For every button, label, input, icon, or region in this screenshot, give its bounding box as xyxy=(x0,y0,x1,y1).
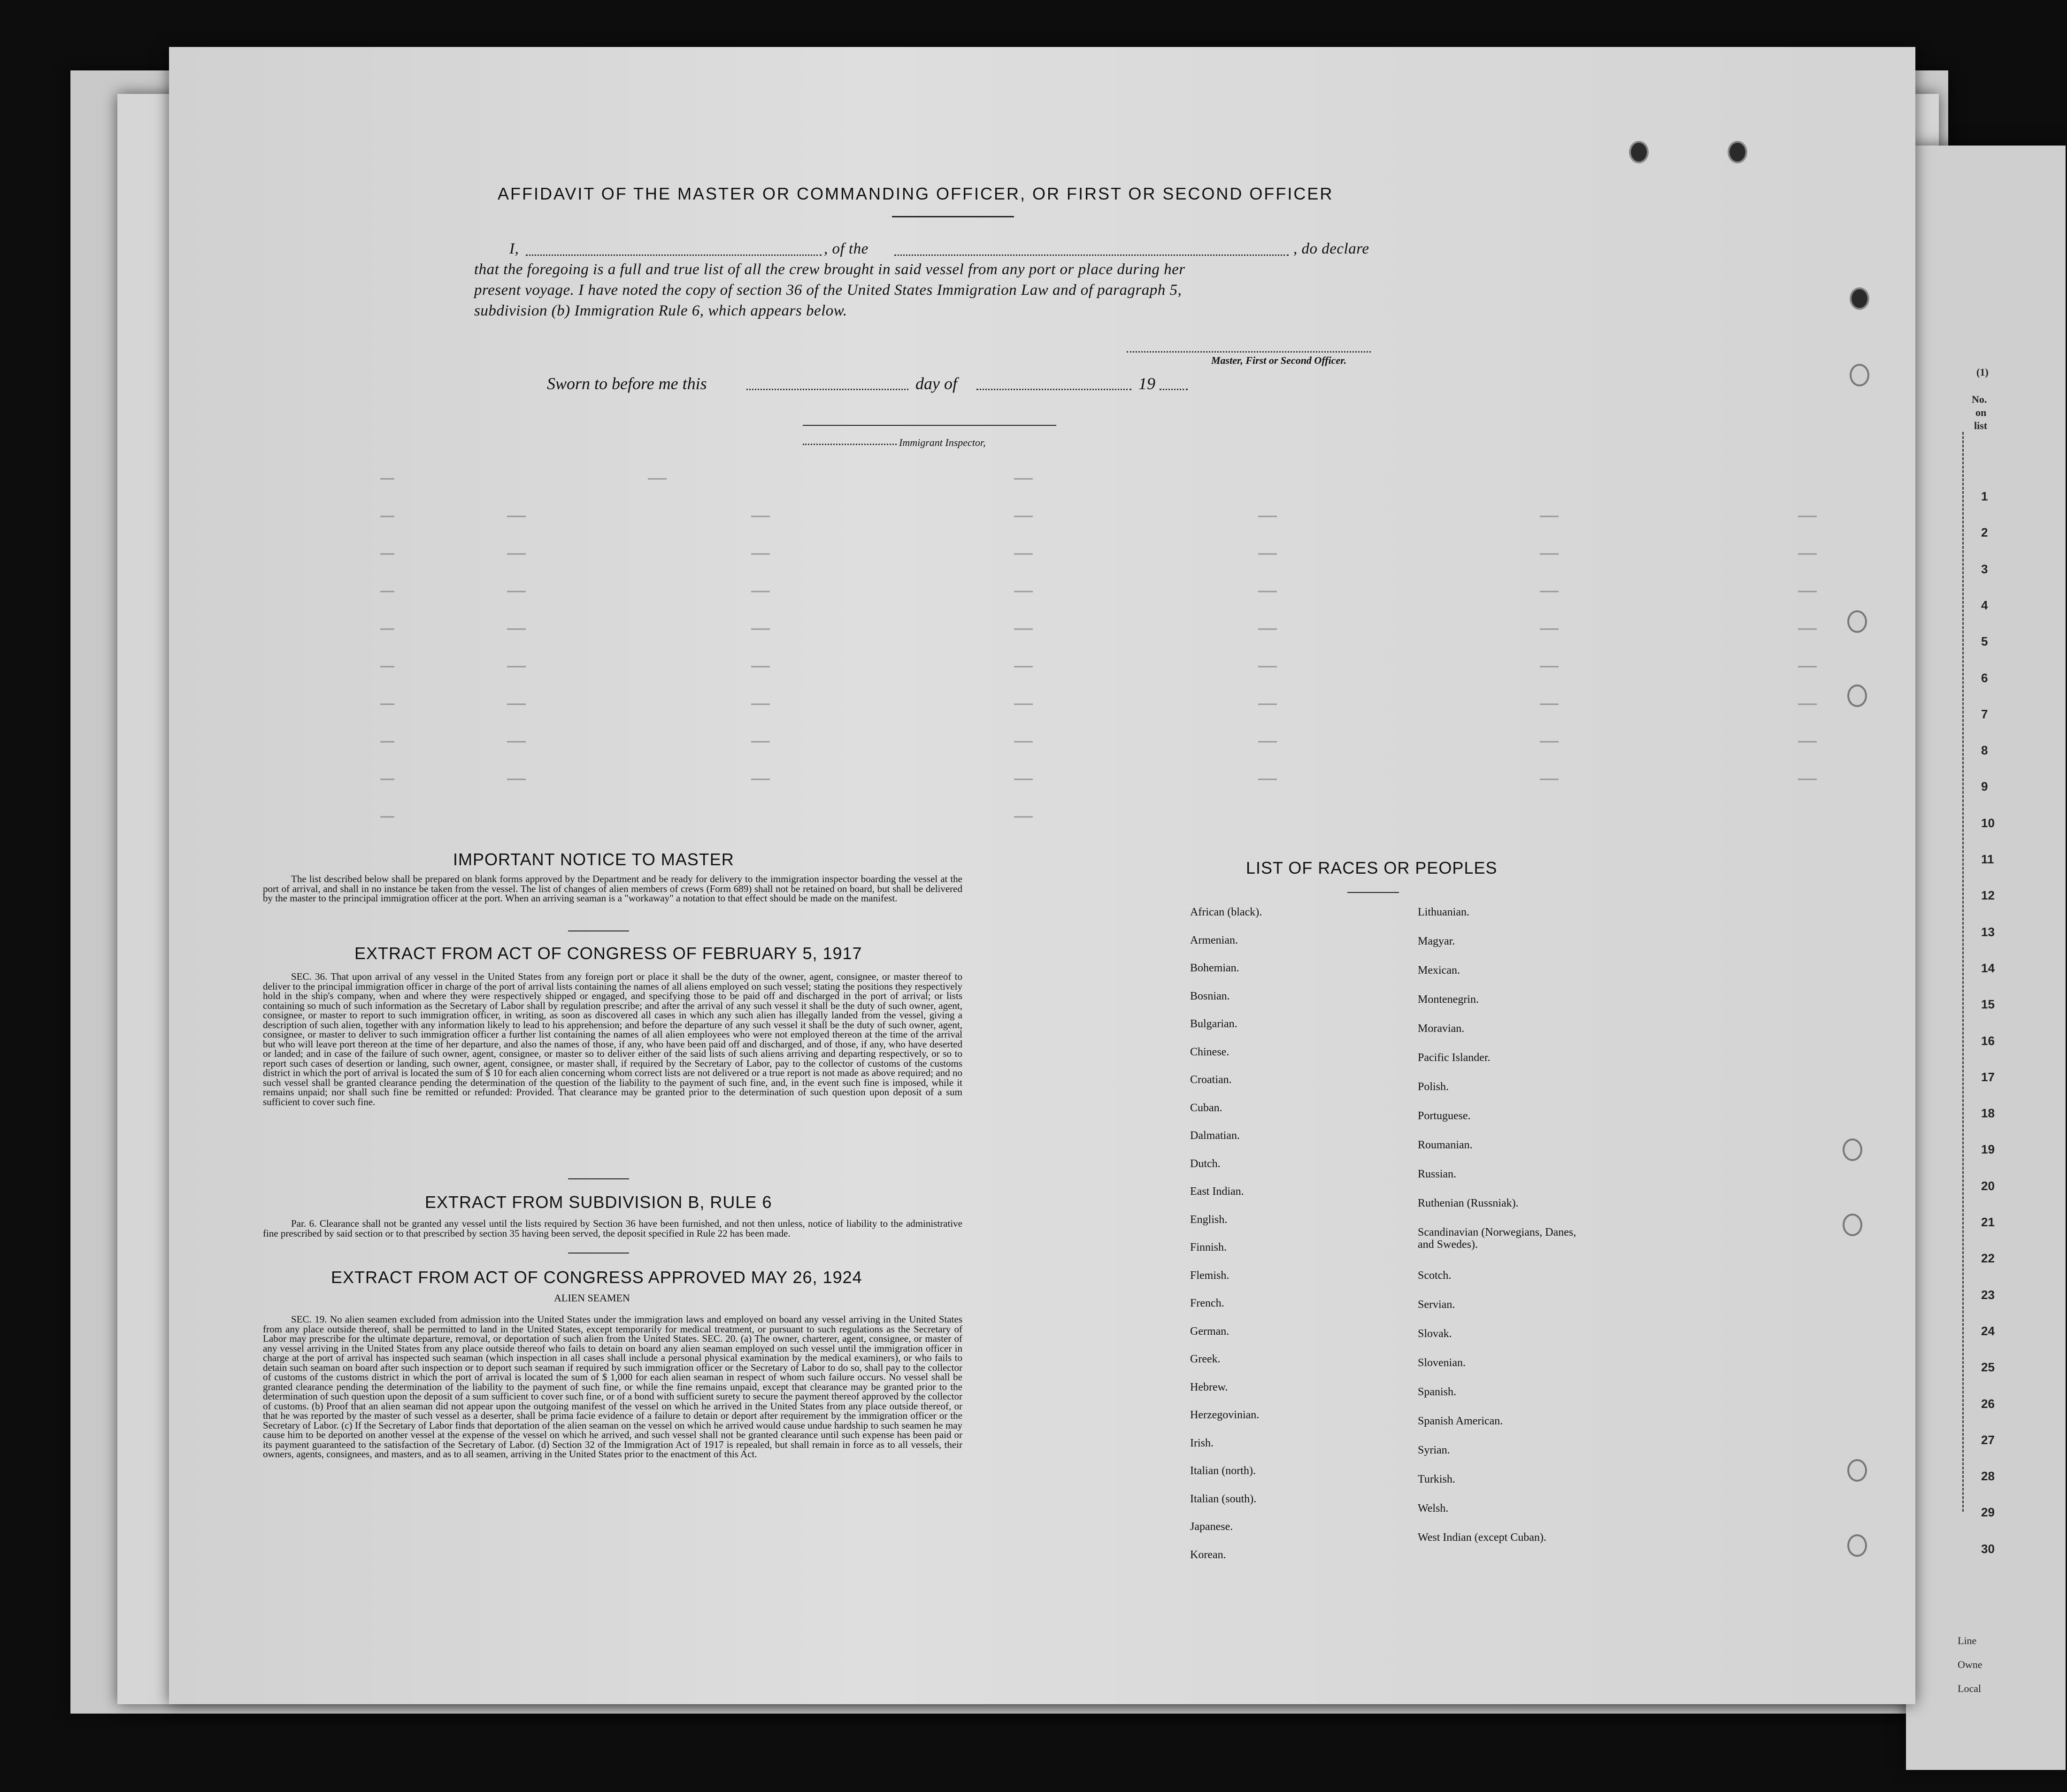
line-number: 14 xyxy=(1981,961,1995,975)
races-rule xyxy=(1347,892,1399,893)
punch-hole xyxy=(1847,1534,1867,1557)
race-item: Slovak. xyxy=(1418,1328,1452,1340)
rule6-text xyxy=(263,1219,962,1238)
strip-header: No. xyxy=(1972,393,1987,405)
affidavit-line: present voyage. I have noted the copy of section 36 of the United States Immigration Law and of paragraph 5, xyxy=(474,282,1182,299)
race-item: Pacific Islander. xyxy=(1418,1052,1491,1064)
notice-text xyxy=(263,874,962,903)
line-number: 19 xyxy=(1981,1142,1995,1157)
strip-header: list xyxy=(1974,420,1988,431)
race-item: English. xyxy=(1190,1213,1228,1226)
race-item: Italian (north). xyxy=(1190,1465,1256,1477)
bleed-through-grid xyxy=(366,465,2009,840)
line-number: 18 xyxy=(1981,1106,1995,1121)
line-number: 1 xyxy=(1981,489,1988,503)
strip-header: on xyxy=(1975,407,1987,418)
race-item: Chinese. xyxy=(1190,1046,1229,1058)
line-number: 8 xyxy=(1981,743,1988,758)
race-item: Hebrew. xyxy=(1190,1381,1228,1393)
line-number: 21 xyxy=(1981,1215,1995,1229)
race-item: Roumanian. xyxy=(1418,1139,1473,1151)
race-item: Lithuanian. xyxy=(1418,906,1469,918)
line-number: 15 xyxy=(1981,997,1995,1012)
race-item: Italian (south). xyxy=(1190,1492,1257,1505)
sworn-text: Sworn to before me this xyxy=(547,374,707,393)
race-item: Spanish. xyxy=(1418,1386,1457,1398)
inspector-caption: Immigrant Inspector, xyxy=(899,437,986,448)
extract-1924-title: EXTRACT FROM ACT OF CONGRESS APPROVED MAY 26, 1924 xyxy=(331,1268,862,1287)
race-item: Scotch. xyxy=(1418,1269,1452,1282)
notice-paragraph: The list described below shall be prepared on blank forms approved by the Department and be ready for delivery to the immigration inspector boarding the vessel at the port of arrival, and shall in no instance be taken from the vessel. The list of changes of alien members of crews (Form 689) shall not be retained on board, but shall be delivered by the master to the principal immigration officer at the port. When an arriving seaman is a "workaway" a notation to that effect should be made on the manifest. xyxy=(263,873,962,904)
inspector-rule xyxy=(803,425,1056,426)
line-number: 13 xyxy=(1981,924,1995,939)
sworn-year-field[interactable] xyxy=(1160,389,1188,390)
race-item: West Indian (except Cuban). xyxy=(1418,1531,1546,1544)
extract-1917-text xyxy=(263,972,962,1107)
line-number: 11 xyxy=(1981,852,1994,866)
affidavit-of-the: , of the xyxy=(824,240,868,257)
sworn-year-prefix: 19 xyxy=(1138,374,1155,393)
title-rule xyxy=(892,216,1014,217)
line-number: 16 xyxy=(1981,1033,1995,1048)
line-number: 7 xyxy=(1981,707,1988,721)
line-number: 29 xyxy=(1981,1505,1995,1520)
race-item: Flemish. xyxy=(1190,1269,1229,1282)
line-number: 26 xyxy=(1981,1396,1995,1411)
extract-1917-paragraph: SEC. 36. That upon arrival of any vessel in the United States from any foreign port or place it shall be the duty of the owner, agent, consignee, or master thereof to deliver to the principal immigration officer in charge of the port of arrival lists containing the names of all aliens employed on such vessel; stating the positions they respectively hold in the ship's company, when and where they were respectively shipped or engaged, and specifying those to be paid off and discharged in the port of arrival; or lists containing so much of such information as the Secretary of Labor shall by regulation prescribe; and after the arrival of any such vessel it shall be the duty of such owner, agent, consignee, or master to report to such immigration officer, in writing, as soon as discovered all cases in which any such alien has illegally landed from the vessel, giving a description of such alien, together with any information likely to lead to his apprehension; and before the departure of any such vessel it shall be the duty of such owner, agent, consignee, or master to deliver to such immigration officer a further list containing the names of all alien employees who were not employed thereon at the time of the arrival but who will leave port thereon at the time of her departure, and also the names of those, if any, who have been paid off and discharged, and of those, if any, who have deserted or landed; and in case of the failure of such owner, agent, consignee, or master so to deliver either of the said lists of such aliens arriving and departing respectively, or so to report such cases of desertion or landing, such owner, agent, consignee, or master shall, if required by the Secretary of Labor, pay to the collector of customs of the customs district in which the port of arrival is located the sum of $ 10 for each alien concerning whom correct lists are not delivered or a true report is not made as above required; and no such vessel shall be granted clearance pending the determination of the question of the liability to the payment of such fine, and, in the event such fine is imposed, while it remains unpaid; nor shall such fine be remitted or refunded: Provided. That clearance may be granted prior to the determination of such question upon deposit of a sum sufficient to cover such fine. xyxy=(263,971,962,1108)
race-item: East Indian. xyxy=(1190,1185,1244,1198)
line-number: 24 xyxy=(1981,1323,1995,1338)
master-caption: Master, First or Second Officer. xyxy=(1211,354,1347,366)
sworn-day-field[interactable] xyxy=(746,389,908,390)
line-number: 3 xyxy=(1981,561,1988,576)
races-title: LIST OF RACES OR PEOPLES xyxy=(1246,858,1498,877)
race-item: Korean. xyxy=(1190,1548,1226,1561)
rule6-paragraph: Par. 6. Clearance shall not be granted any vessel until the lists required by Section 36 have been furnished, and not then unless, notice of liability to the administrative fine prescribed by said section or to that prescribed by section 35 having been served, the deposit specified in Rule 22 has been made. xyxy=(263,1218,962,1239)
affidavit-line: that the foregoing is a full and true list of all the crew brought in said vessel from any port or place during her xyxy=(474,261,1185,278)
affidavit-line: subdivision (b) Immigration Rule 6, which appears below. xyxy=(474,302,847,319)
rule6-title: EXTRACT FROM SUBDIVISION B, RULE 6 xyxy=(425,1192,772,1212)
race-item: Irish. xyxy=(1190,1437,1214,1449)
race-item: Spanish American. xyxy=(1418,1415,1503,1427)
affidavit-declare: , do declare xyxy=(1293,240,1369,257)
race-item: Finnish. xyxy=(1190,1241,1227,1254)
race-item: Herzegovinian. xyxy=(1190,1409,1260,1421)
vessel-name-field[interactable] xyxy=(894,254,1289,256)
line-number: 27 xyxy=(1981,1432,1995,1447)
line-number: 6 xyxy=(1981,670,1988,685)
race-item: Montenegrin. xyxy=(1418,993,1479,1006)
race-item: Polish. xyxy=(1418,1081,1449,1093)
line-number: 17 xyxy=(1981,1069,1995,1084)
race-item: Servian. xyxy=(1418,1299,1455,1311)
line-number: 5 xyxy=(1981,634,1988,649)
race-item: Bosnian. xyxy=(1190,990,1230,1002)
punch-hole xyxy=(1629,141,1649,163)
race-item: Mexican. xyxy=(1418,964,1460,977)
race-item: Russian. xyxy=(1418,1168,1457,1180)
race-item: Turkish. xyxy=(1418,1473,1455,1485)
extract-1924-subtitle: ALIEN SEAMEN xyxy=(554,1292,630,1304)
race-item: Bulgarian. xyxy=(1190,1018,1237,1030)
strip-footer: Line xyxy=(1958,1635,1977,1646)
race-item: Syrian. xyxy=(1418,1444,1450,1456)
race-item: French. xyxy=(1190,1297,1224,1309)
line-number: 25 xyxy=(1981,1360,1995,1375)
section-rule xyxy=(568,1253,629,1254)
declarant-name-field[interactable] xyxy=(526,254,822,256)
race-item: Welsh. xyxy=(1418,1502,1449,1515)
race-item: Dutch. xyxy=(1190,1157,1221,1170)
race-item: Slovenian. xyxy=(1418,1357,1466,1369)
race-item: African (black). xyxy=(1190,906,1262,918)
extract-1924-paragraph: SEC. 19. No alien seamen excluded from admission into the United States under the immigration laws and employed on board any vessel arriving in the United States from any place outside thereof, shall be permitted to land in the United States, except temporarily for medical treatment, or pursuant to such regulations as the Secretary of Labor may prescribe for the ultimate departure, removal, or deportation of such alien from the United States. SEC. 20. (a) The owner, charterer, agent, consignee, or master of any vessel arriving in the United States from any place outside thereof who fails to detain on board any alien seaman employed on such vessel until the immigration officer in charge at the port of arrival has inspected such seaman (which inspection in all cases shall include a personal physical examination by the medical examiners), or who fails to detain such seaman on board after such inspection or to deport such seaman if required by such immigration officer or the Secretary of Labor to do so, shall pay to the collector of customs of the customs district in which the port of arrival is located the sum of $ 1,000 for each alien seaman in respect of whom such failure occurs. No vessel shall be granted clearance pending the determination of the liability to the payment of such fine, or while the fine remains unpaid, except that clearance may be granted prior to the determination of such question upon the deposit of a sum sufficient to cover such fine, or of a bond with sufficient surety to secure the payment thereof approved by the collector of customs. (b) Proof that an alien seaman did not appear upon the outgoing manifest of the vessel on which he arrived in the United States from any place outside thereof, or that he was reported by the master of such vessel as a deserter, shall be prima facie evidence of a failure to detain or deport after requirement by the immigration officer or the Secretary of Labor. (c) If the Secretary of Labor finds that deportation of the alien seaman on the vessel on which he arrived would cause undue hardship to such seamen he may cause him to be deported on another vessel at the expense of the vessel on which he arrived, and such vessel shall not be granted clearance until such expense has been paid or its payment guaranteed to the satisfaction of the Secretary of Labor. (d) Section 32 of the Immigration Act of 1917 is repealed, but shall remain in force as to all vessels, their owners, agents, consignees, and masters, and as to all seamen, arriving in the United States prior to the enactment of this Act. xyxy=(263,1314,962,1460)
race-item: Dalmatian. xyxy=(1190,1130,1240,1142)
line-number: 22 xyxy=(1981,1251,1995,1266)
strip-header: (1) xyxy=(1976,366,1989,378)
race-item: Armenian. xyxy=(1190,934,1238,946)
race-item: Moravian. xyxy=(1418,1023,1465,1035)
notice-title: IMPORTANT NOTICE TO MASTER xyxy=(453,850,734,869)
race-item: Ruthenian (Russniak). xyxy=(1418,1197,1519,1209)
line-number: 12 xyxy=(1981,888,1995,903)
affidavit-title: AFFIDAVIT OF THE MASTER OR COMMANDING OFFICER, OR FIRST OR SECOND OFFICER xyxy=(498,184,1334,203)
race-item: Bohemian. xyxy=(1190,962,1239,974)
line-number: 4 xyxy=(1981,598,1988,612)
line-number: 30 xyxy=(1981,1541,1995,1556)
line-number: 23 xyxy=(1981,1287,1995,1302)
punch-hole xyxy=(1843,1214,1862,1236)
race-item: Magyar. xyxy=(1418,935,1455,947)
sworn-day-of: day of xyxy=(915,374,957,393)
race-item: Greek. xyxy=(1190,1353,1221,1365)
bleed-through-dashes xyxy=(366,465,2009,840)
race-item: Portuguese. xyxy=(1418,1110,1471,1122)
strip-footer: Owne xyxy=(1958,1659,1982,1670)
punch-hole xyxy=(1850,364,1869,386)
strip-footer: Local xyxy=(1958,1683,1982,1694)
inspector-signature-field[interactable] xyxy=(803,444,897,445)
race-item: Japanese. xyxy=(1190,1521,1233,1533)
line-number: 9 xyxy=(1981,779,1988,794)
line-number: 20 xyxy=(1981,1178,1995,1193)
line-number: 10 xyxy=(1981,815,1995,830)
race-item: Croatian. xyxy=(1190,1074,1232,1086)
section-rule xyxy=(568,1178,629,1179)
punch-hole xyxy=(1847,1459,1867,1482)
extract-1924-text xyxy=(263,1315,962,1459)
race-item: German. xyxy=(1190,1325,1229,1338)
extract-1917-title: EXTRACT FROM ACT OF CONGRESS OF FEBRUARY 5, 1917 xyxy=(354,944,862,963)
affidavit-declarant-prefix: I, xyxy=(509,240,519,257)
punch-hole xyxy=(1850,287,1869,310)
race-item: Scandinavian (Norwegians, Danes, and Swedes). xyxy=(1418,1226,1576,1251)
sworn-month-field[interactable] xyxy=(976,389,1131,390)
punch-hole xyxy=(1728,141,1747,163)
line-number: 2 xyxy=(1981,525,1988,540)
race-item: Cuban. xyxy=(1190,1101,1222,1114)
punch-hole xyxy=(1843,1138,1862,1161)
line-number: 28 xyxy=(1981,1469,1995,1484)
master-signature-field[interactable] xyxy=(1127,351,1371,353)
